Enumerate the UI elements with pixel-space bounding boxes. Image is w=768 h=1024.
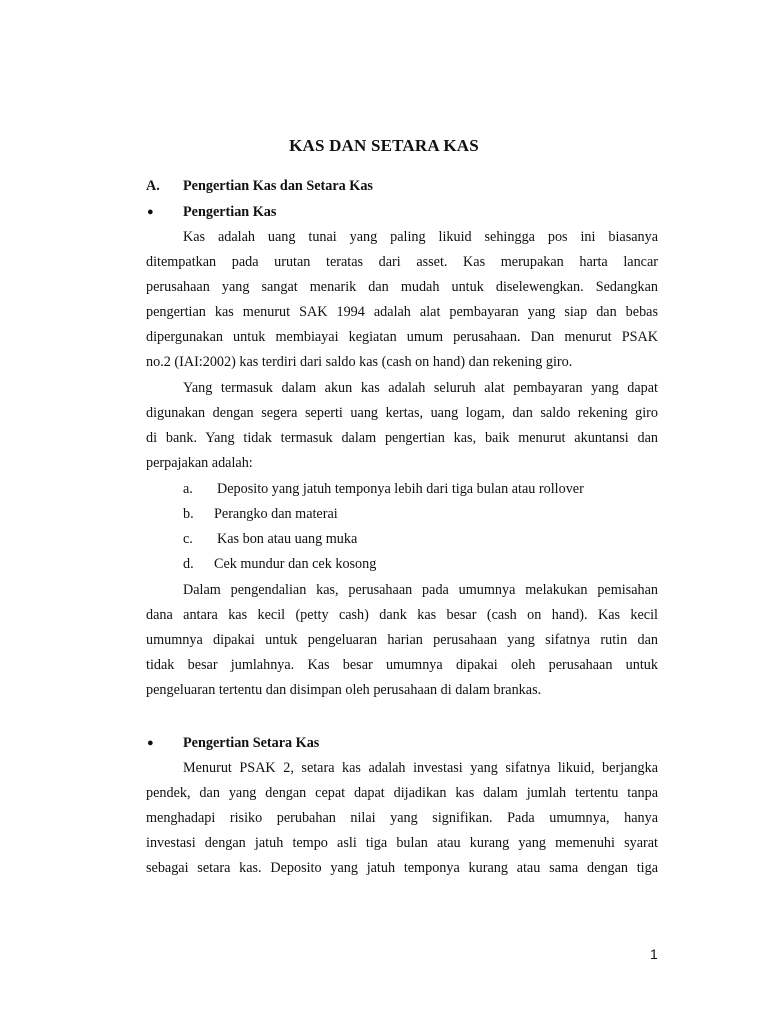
paragraph-line: Dalam pengendalian kas, perusahaan pada umumnya melakukan pemisahan: [183, 582, 658, 598]
paragraph-line: pengeluaran tertentu dan disimpan oleh perusahaan di dalam brankas.: [146, 682, 542, 698]
paragraph-line: perpajakan adalah:: [146, 455, 253, 471]
page-title: KAS DAN SETARA KAS: [289, 136, 479, 155]
section-a-heading: Pengertian Kas dan Setara Kas: [183, 178, 373, 194]
paragraph-line: perusahaan yang sangat menarik dan mudah untuk diselewengkan. Sedangkan: [146, 279, 658, 295]
bullet-icon: ●: [147, 737, 154, 749]
list-item-text: Deposito yang jatuh temponya lebih dari tiga bulan atau rollover: [217, 481, 584, 497]
list-item-letter: b.: [183, 506, 194, 522]
paragraph-line: digunakan dengan segera seperti uang kertas, uang logam, dan saldo rekening giro: [146, 405, 658, 421]
bullet-icon: ●: [147, 206, 154, 218]
list-item-letter: d.: [183, 556, 194, 572]
list-item-letter: a.: [183, 481, 193, 497]
list-item-text: Kas bon atau uang muka: [217, 531, 358, 547]
paragraph-line: no.2 (IAI:2002) kas terdiri dari saldo kas (cash on hand) dan rekening giro.: [146, 354, 573, 370]
paragraph-line: pendek, dan yang dengan cepat dapat dijadikan kas dalam jumlah tertentu tanpa: [146, 785, 658, 801]
page-number: 1: [650, 946, 658, 962]
paragraph-line: investasi dengan jatuh tempo asli tiga bulan atau kurang yang memenuhi syarat: [146, 835, 658, 851]
list-item-text: Cek mundur dan cek kosong: [214, 556, 377, 572]
paragraph-line: di bank. Yang tidak termasuk dalam pengertian kas, baik menurut akuntansi dan: [146, 430, 658, 446]
paragraph-line: Yang termasuk dalam akun kas adalah seluruh alat pembayaran yang dapat: [183, 380, 658, 396]
list-item-letter: c.: [183, 531, 193, 547]
paragraph-line: Menurut PSAK 2, setara kas adalah investasi yang sifatnya likuid, berjangka: [183, 760, 658, 776]
paragraph-line: dana antara kas kecil (petty cash) dank kas besar (cash on hand). Kas kecil: [146, 607, 658, 623]
section-a-marker: A.: [146, 178, 160, 194]
paragraph-line: sebagai setara kas. Deposito yang jatuh temponya kurang atau sama dengan tiga: [146, 860, 658, 876]
paragraph-line: tidak besar jumlahnya. Kas besar umumnya dipakai oleh perusahaan untuk: [146, 657, 658, 673]
paragraph-line: ditempatkan pada urutan teratas dari asset. Kas merupakan harta lancar: [146, 254, 658, 270]
subheading-pengertian-setara-kas: Pengertian Setara Kas: [183, 735, 320, 751]
subheading-pengertian-kas: Pengertian Kas: [183, 204, 277, 220]
paragraph-line: pengertian kas menurut SAK 1994 adalah alat pembayaran yang siap dan bebas: [146, 304, 658, 320]
list-item-text: Perangko dan materai: [214, 506, 338, 522]
paragraph-line: umumnya dipakai untuk pengeluaran harian perusahaan yang sifatnya rutin dan: [146, 632, 658, 648]
paragraph-line: Kas adalah uang tunai yang paling likuid sehingga pos ini biasanya: [183, 229, 658, 245]
paragraph-line: menghadapi risiko perubahan nilai yang signifikan. Pada umumnya, hanya: [146, 810, 658, 826]
paragraph-line: dipergunakan untuk membiayai kegiatan umum perusahaan. Dan menurut PSAK: [146, 329, 658, 345]
